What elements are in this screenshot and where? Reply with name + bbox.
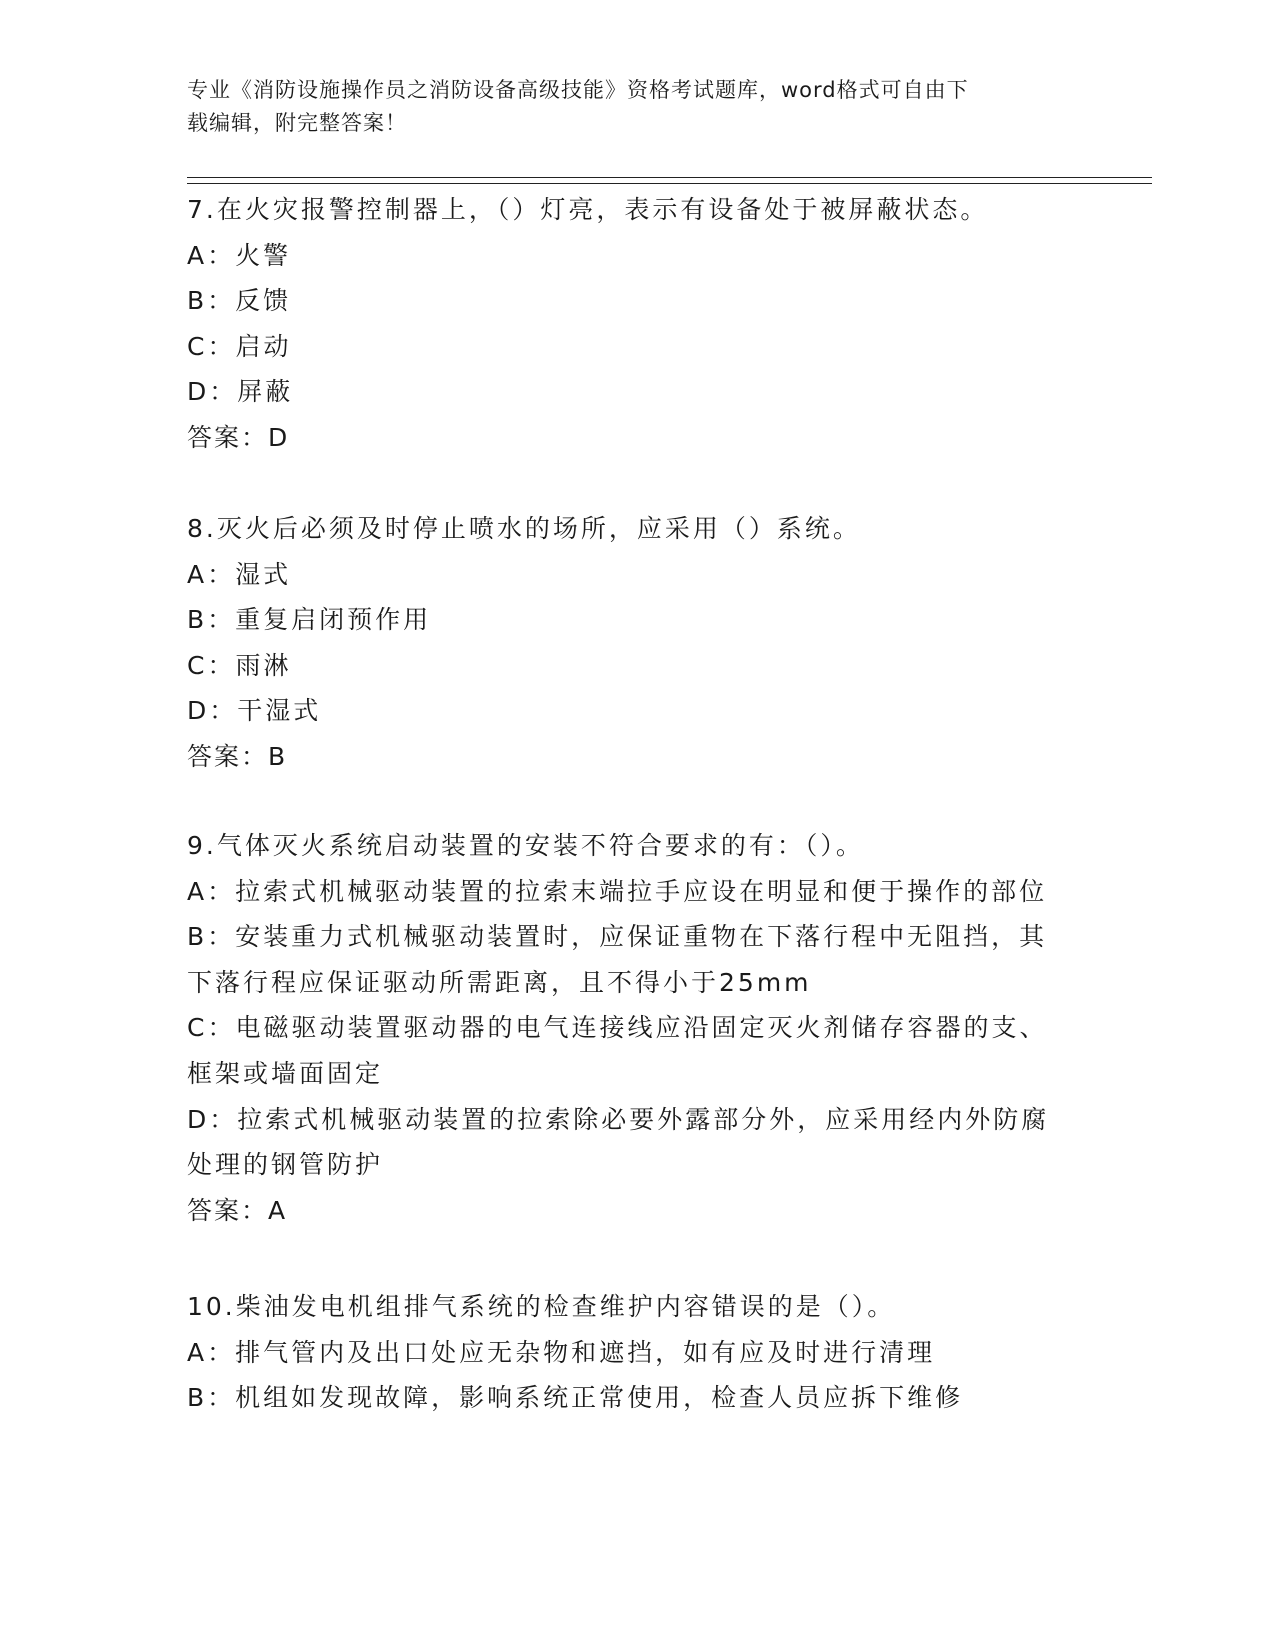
option-b-continued: 下落行程应保证驱动所需距离，且不得小于25mm [187, 967, 812, 997]
document-header [187, 74, 1087, 140]
option-a: A：拉索式机械驱动装置的拉索末端拉手应设在明显和便于操作的部位 [187, 876, 1048, 906]
option-a: A：火警 [187, 240, 292, 270]
header-rule-top [187, 177, 1152, 178]
question-8 [187, 506, 1087, 780]
question-stem: 9.气体灭火系统启动装置的安装不符合要求的有：（）。 [187, 831, 864, 860]
option-d: D：屏蔽 [187, 377, 294, 407]
answer-line: 答案：A [187, 1195, 288, 1225]
question-7 [187, 187, 1087, 461]
option-b: B：反馈 [187, 286, 292, 316]
option-b: B：安装重力式机械驱动装置时，应保证重物在下落行程中无阻挡，其 [187, 922, 1048, 952]
question-9 [187, 823, 1087, 1233]
question-stem: 8.灭火后必须及时停止喷水的场所，应采用（）系统。 [187, 514, 861, 543]
option-c-continued: 框架或墙面固定 [187, 1058, 384, 1088]
option-a: A：排气管内及出口处应无杂物和遮挡，如有应及时进行清理 [187, 1337, 936, 1367]
header-line-2: 载编辑，附完整答案！ [187, 111, 407, 135]
header-rule-bottom [187, 183, 1152, 184]
option-a: A：湿式 [187, 559, 292, 589]
answer-line: 答案：B [187, 741, 288, 771]
question-stem: 7.在火灾报警控制器上，（）灯亮，表示有设备处于被屏蔽状态。 [187, 195, 989, 224]
option-c: C：电磁驱动装置驱动器的电气连接线应沿固定灭火剂储存容器的支、 [187, 1013, 1048, 1043]
option-b: B：重复启闭预作用 [187, 605, 432, 635]
option-d-continued: 处理的钢管防护 [187, 1150, 384, 1180]
option-b: B：机组如发现故障，影响系统正常使用，检查人员应拆下维修 [187, 1383, 964, 1413]
question-stem: 10.柴油发电机组排气系统的检查维护内容错误的是（）。 [187, 1292, 896, 1321]
question-10 [187, 1284, 1087, 1421]
header-line-1: 专业《消防设施操作员之消防设备高级技能》资格考试题库，word格式可自由下 [187, 78, 969, 102]
option-d: D：干湿式 [187, 696, 322, 726]
option-c: C：启动 [187, 331, 292, 361]
answer-line: 答案：D [187, 422, 290, 452]
option-d: D：拉索式机械驱动装置的拉索除必要外露部分外，应采用经内外防腐 [187, 1104, 1050, 1134]
option-c: C：雨淋 [187, 650, 292, 680]
